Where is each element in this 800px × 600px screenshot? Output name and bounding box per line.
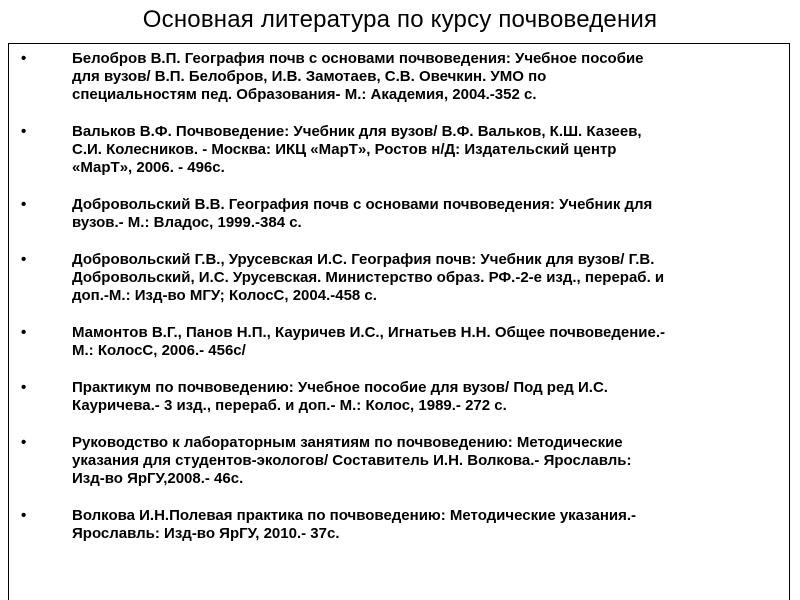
- bullet-icon: •: [21, 324, 27, 341]
- bullet-icon: •: [21, 379, 27, 396]
- reference-item: [9, 379, 791, 415]
- reference-item: [9, 324, 791, 360]
- reference-line: Волкова И.Н.Полевая практика по почвоведению: Методические указания.-: [72, 507, 637, 524]
- reference-list-box: [8, 43, 790, 600]
- reference-line: Руководство к лабораторным занятиям по почвоведению: Методические: [72, 434, 623, 451]
- reference-line: Практикум по почвоведению: Учебное пособие для вузов/ Под ред И.С.: [72, 379, 608, 396]
- bullet-icon: •: [21, 434, 27, 451]
- reference-line: доп.-М.: Изд-во МГУ; КолосС, 2004.-458 с.: [72, 287, 377, 304]
- reference-line: М.: КолосС, 2006.- 456с/: [72, 342, 246, 359]
- reference-line: Ярославль: Изд-во ЯрГУ, 2010.- 37с.: [72, 525, 340, 542]
- reference-line: Добровольский, И.С. Урусевская. Министерство образ. РФ.-2-е изд., перераб. и: [72, 269, 665, 286]
- reference-line: «МарТ», 2006. - 496с.: [72, 159, 225, 176]
- reference-item: [9, 123, 791, 177]
- reference-line: Кауричева.- 3 изд., перераб. и доп.- М.: Колос, 1989.- 272 с.: [72, 397, 507, 414]
- reference-item: [9, 507, 791, 543]
- reference-list: [9, 50, 791, 562]
- reference-line: вузов.- М.: Владос, 1999.-384 с.: [72, 214, 302, 231]
- bullet-icon: •: [21, 507, 27, 524]
- reference-line: Изд-во ЯрГУ,2008.- 46с.: [72, 470, 244, 487]
- reference-line: Добровольский Г.В., Урусевская И.С. География почв: Учебник для вузов/ Г.В.: [72, 251, 655, 268]
- reference-line: указания для студентов-экологов/ Составитель И.Н. Волкова.- Ярославль:: [72, 452, 632, 469]
- reference-line: Белобров В.П. География почв с основами почвоведения: Учебное пособие: [72, 50, 644, 67]
- bullet-icon: •: [21, 196, 27, 213]
- reference-line: Вальков В.Ф. Почвоведение: Учебник для вузов/ В.Ф. Вальков, К.Ш. Казеев,: [72, 123, 642, 140]
- reference-item: [9, 196, 791, 232]
- reference-item: [9, 50, 791, 104]
- reference-line: С.И. Колесников. - Москва: ИКЦ «МарТ», Ростов н/Д: Издательский центр: [72, 141, 617, 158]
- bullet-icon: •: [21, 50, 27, 67]
- reference-line: Добровольский В.В. География почв с основами почвоведения: Учебник для: [72, 196, 653, 213]
- reference-line: для вузов/ В.П. Белобров, И.В. Замотаев, С.В. Овечкин. УМО по: [72, 68, 547, 85]
- page-title: Основная литература по курсу почвоведения: [142, 6, 658, 33]
- reference-line: специальностям пед. Образования- М.: Академия, 2004.-352 с.: [72, 86, 537, 103]
- reference-item: [9, 434, 791, 488]
- bullet-icon: •: [21, 251, 27, 268]
- reference-item: [9, 251, 791, 305]
- bullet-icon: •: [21, 123, 27, 140]
- reference-line: Мамонтов В.Г., Панов Н.П., Кауричев И.С., Игнатьев Н.Н. Общее почвоведение.-: [72, 324, 666, 341]
